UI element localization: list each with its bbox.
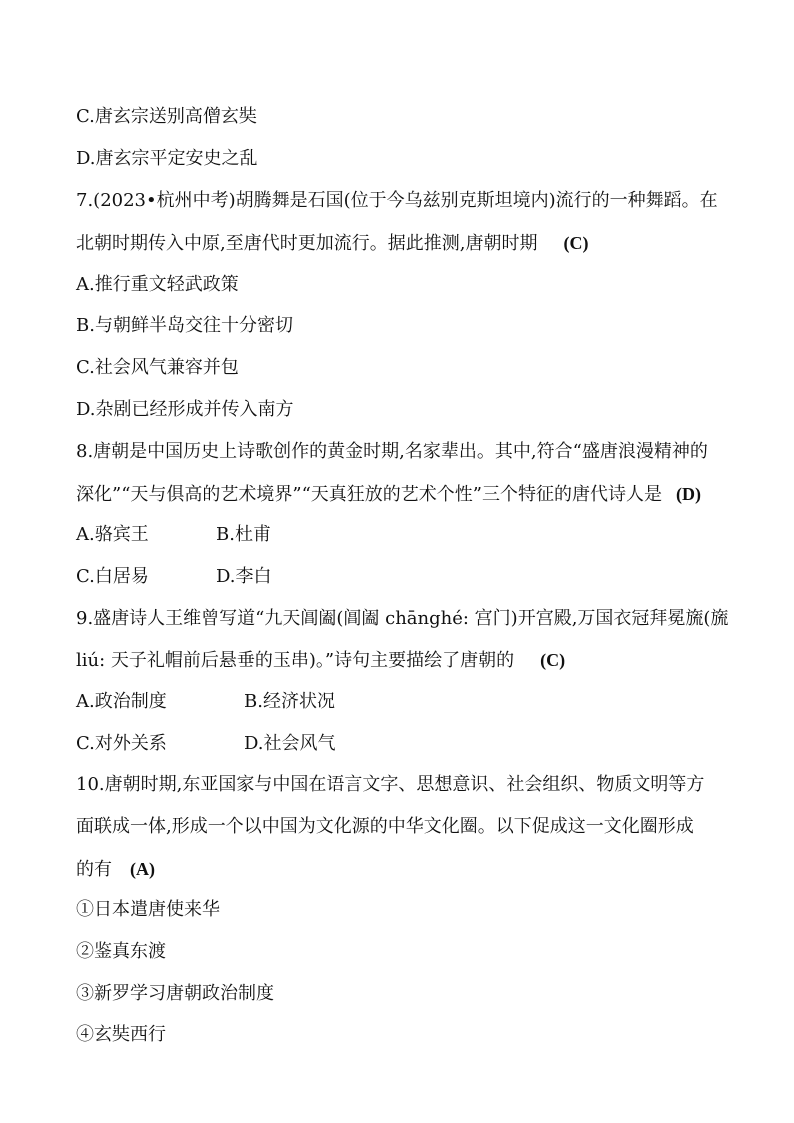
question-7-stem-end: 北朝时期传入中原,至唐代时更加流行。据此推测,唐朝时期 — [76, 233, 538, 254]
question-10-line-1: 10.唐朝时期,东亚国家与中国在语言文字、思想意识、社会组织、物质文明等方 — [76, 774, 705, 795]
question-10-answer: (A) — [130, 859, 155, 879]
question-9-line-1: 9.盛唐诗人王维曾写道“九天阊阖(阊阖 chānghé: 宫门)开宫殿,万国衣冠拜冕旒(旒 — [76, 608, 729, 629]
question-10-item-4: ④玄奘西行 — [76, 1024, 166, 1045]
question-9-stem-end: liú: 天子礼帽前后悬垂的玉串)。”诗句主要描绘了唐朝的 — [76, 650, 515, 671]
question-10-line-3 — [76, 857, 155, 882]
question-8-option-a: A.骆宾王 — [76, 524, 149, 545]
option-c-previous: C.唐玄宗送别高僧玄奘 — [76, 106, 257, 127]
question-10-item-1: ①日本遣唐使来华 — [76, 899, 220, 920]
question-7-option-d: D.杂剧已经形成并传入南方 — [76, 399, 294, 420]
question-10-line-2: 面联成一体,形成一个以中国为文化源的中华文化圈。以下促成这一文化圈形成 — [76, 816, 694, 837]
question-8-option-b: B.杜甫 — [216, 524, 271, 545]
question-7-option-c: C.社会风气兼容并包 — [76, 357, 239, 378]
option-d-previous: D.唐玄宗平定安史之乱 — [76, 148, 258, 169]
question-8-option-d: D.李白 — [216, 566, 272, 587]
question-8-line-2 — [76, 482, 701, 507]
question-7-option-b: B.与朝鲜半岛交往十分密切 — [76, 315, 293, 336]
question-8-option-c: C.白居易 — [76, 566, 149, 587]
question-9-option-b: B.经济状况 — [244, 691, 335, 712]
question-8-answer: (D) — [676, 484, 702, 504]
question-7-answer: (C) — [563, 233, 589, 253]
question-9-option-a: A.政治制度 — [76, 691, 167, 712]
question-9-line-2 — [76, 648, 565, 673]
question-10-stem-end: 的有 — [76, 859, 112, 880]
question-7-line-2 — [76, 231, 588, 256]
question-10-item-2: ②鉴真东渡 — [76, 941, 166, 962]
question-10-item-3: ③新罗学习唐朝政治制度 — [76, 983, 274, 1004]
question-8-line-1: 8.唐朝是中国历史上诗歌创作的黄金时期,名家辈出。其中,符合“盛唐浪漫精神的 — [76, 441, 708, 462]
question-9-answer: (C) — [540, 650, 566, 670]
question-7-line-1: 7.(2023•杭州中考)胡腾舞是石国(位于今乌兹别克斯坦境内)流行的一种舞蹈。在 — [76, 190, 718, 211]
question-9-option-d: D.社会风气 — [244, 733, 336, 754]
question-7-option-a: A.推行重文轻武政策 — [76, 274, 239, 295]
question-9-option-c: C.对外关系 — [76, 733, 167, 754]
question-8-stem-end: 深化”“天与俱高的艺术境界”“天真狂放的艺术个性”三个特征的唐代诗人是 — [76, 484, 663, 505]
